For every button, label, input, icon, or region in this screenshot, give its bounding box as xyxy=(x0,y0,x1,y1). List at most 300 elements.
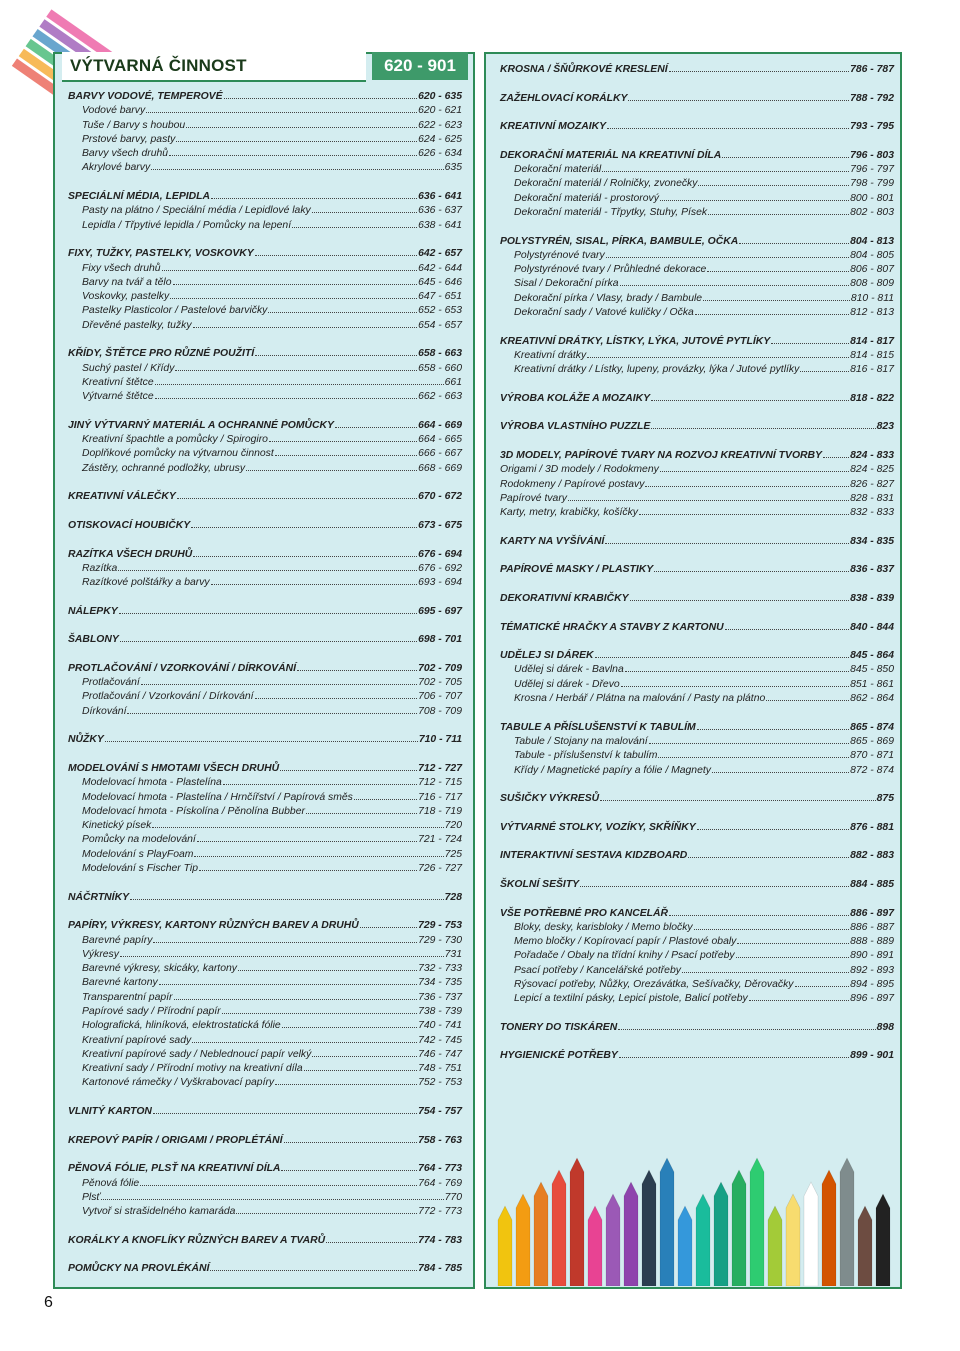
toc-entry-page: 654 - 657 xyxy=(418,319,462,331)
toc-entry[interactable] xyxy=(68,463,462,477)
toc-entry-label: Prstové barvy, pasty xyxy=(82,133,176,145)
toc-section-heading[interactable] xyxy=(500,150,894,164)
toc-entry-label: Rodokmeny / Papírové postavy xyxy=(500,478,645,490)
toc-spacer xyxy=(68,877,462,891)
toc-entry-label: Akrylové barvy xyxy=(82,162,151,174)
toc-entry-page: 870 - 871 xyxy=(850,750,894,762)
toc-section-heading[interactable] xyxy=(500,536,894,550)
toc-entry-page: 793 - 795 xyxy=(850,121,894,133)
toc-entry-label: Polystyrénové tvary xyxy=(514,249,605,261)
crayon-shape xyxy=(732,1170,746,1286)
toc-entry[interactable] xyxy=(68,677,462,691)
toc-section-heading[interactable] xyxy=(500,64,894,78)
toc-section-heading[interactable] xyxy=(68,348,462,362)
toc-entry[interactable] xyxy=(68,391,462,405)
toc-section-heading[interactable] xyxy=(500,593,894,607)
toc-entry-label: Razítka xyxy=(82,562,118,574)
dot-leader xyxy=(193,556,417,557)
toc-entry[interactable] xyxy=(500,193,894,207)
toc-entry-label: POLYSTYRÉN, SISAL, PÍRKA, BAMBULE, OČKA xyxy=(500,235,739,247)
toc-entry-label: Kinetický písek xyxy=(82,820,152,832)
toc-entry-page: 862 - 864 xyxy=(850,693,894,705)
toc-section-heading[interactable] xyxy=(500,650,894,664)
crayon-shape xyxy=(678,1206,692,1286)
crayon-shape xyxy=(570,1158,584,1286)
toc-entry[interactable] xyxy=(68,1063,462,1077)
toc-entry-page: 626 - 634 xyxy=(418,148,462,160)
toc-entry-label: Krosna / Herbář / Plátna na malování / Pasty na plátno xyxy=(514,693,766,705)
toc-spacer xyxy=(68,334,462,348)
toc-entry[interactable] xyxy=(500,178,894,192)
crayon-shape xyxy=(588,1206,602,1286)
dot-leader xyxy=(304,1070,417,1071)
toc-entry[interactable] xyxy=(500,750,894,764)
toc-entry[interactable] xyxy=(68,863,462,877)
crayon-shape xyxy=(786,1194,800,1286)
toc-entry-page: 726 - 727 xyxy=(418,863,462,875)
toc-entry-label: SUŠIČKY VÝKRESŮ xyxy=(500,793,600,805)
toc-spacer xyxy=(500,107,894,121)
toc-entry[interactable] xyxy=(500,364,894,378)
dot-leader xyxy=(722,157,849,158)
toc-entry-page: 800 - 801 xyxy=(850,192,894,204)
dot-leader xyxy=(269,441,417,442)
toc-entry-label: ZAŽEHLOVACÍ KORÁLKY xyxy=(500,92,628,104)
toc-entry-page: 661 xyxy=(444,376,462,388)
crayon-shape xyxy=(822,1170,836,1286)
toc-spacer xyxy=(68,1120,462,1134)
toc-entry[interactable] xyxy=(68,1020,462,1034)
toc-section-heading[interactable] xyxy=(500,121,894,135)
toc-entry[interactable] xyxy=(68,220,462,234)
toc-entry-page: 712 - 727 xyxy=(418,762,462,774)
toc-entry-label: Psací potřeby / Kancelářské potřeby xyxy=(514,964,681,976)
toc-entry-page: 698 - 701 xyxy=(418,634,462,646)
crayon-shape xyxy=(750,1158,764,1286)
toc-entry-label: NŮŽKY xyxy=(68,734,104,746)
toc-entry-page: 898 xyxy=(876,1021,894,1033)
toc-section-heading[interactable] xyxy=(68,491,462,505)
toc-entry[interactable] xyxy=(68,120,462,134)
toc-section-heading[interactable] xyxy=(68,763,462,777)
toc-entry-label: Modelovací hmota - Pískolína / Pěnolína Bubber xyxy=(82,805,305,817)
dot-leader xyxy=(170,298,417,299)
toc-entry[interactable] xyxy=(68,806,462,820)
toc-entry-label: VŠE POTŘEBNÉ PRO KANCELÁŘ xyxy=(500,907,669,919)
toc-entry[interactable] xyxy=(68,1192,462,1206)
toc-entry[interactable] xyxy=(68,792,462,806)
toc-section-heading[interactable] xyxy=(500,850,894,864)
toc-section-heading[interactable] xyxy=(68,734,462,748)
dot-leader xyxy=(268,312,417,313)
toc-entry[interactable] xyxy=(500,493,894,507)
toc-entry[interactable] xyxy=(500,736,894,750)
toc-entry-label: Modelování s PlayFoam xyxy=(82,848,194,860)
toc-entry[interactable] xyxy=(68,563,462,577)
dot-leader xyxy=(162,270,418,271)
toc-entry[interactable] xyxy=(68,963,462,977)
toc-entry-page: 664 - 665 xyxy=(418,434,462,446)
toc-entry-page: 888 - 889 xyxy=(850,936,894,948)
crayon-shape xyxy=(660,1158,674,1286)
toc-section-heading[interactable] xyxy=(500,450,894,464)
toc-entry-page: 884 - 885 xyxy=(850,878,894,890)
toc-entry-label: Holografická, hliníková, elektrostatická fólie xyxy=(82,1020,281,1032)
dot-leader xyxy=(669,71,849,72)
toc-entry[interactable] xyxy=(68,105,462,119)
toc-spacer xyxy=(500,522,894,536)
dot-leader xyxy=(146,112,417,113)
dot-leader xyxy=(703,300,850,301)
toc-entry[interactable] xyxy=(68,1035,462,1049)
dot-leader xyxy=(618,1029,875,1030)
toc-spacer xyxy=(500,607,894,621)
toc-entry[interactable] xyxy=(68,949,462,963)
toc-entry[interactable] xyxy=(500,693,894,707)
toc-spacer xyxy=(68,1092,462,1106)
dot-leader xyxy=(169,155,417,156)
toc-entry-page: 624 - 625 xyxy=(418,133,462,145)
dot-leader xyxy=(120,641,417,642)
dot-leader xyxy=(766,700,849,701)
toc-entry-page: 662 - 663 xyxy=(418,391,462,403)
toc-entry-label: Modelování s Fischer Tip xyxy=(82,863,198,875)
toc-entry-label: VLNITÝ KARTON xyxy=(68,1106,152,1118)
toc-entry[interactable] xyxy=(500,293,894,307)
dot-leader xyxy=(737,943,849,944)
dot-leader xyxy=(177,498,417,499)
toc-section-heading[interactable] xyxy=(500,822,894,836)
toc-section-heading[interactable] xyxy=(68,1235,462,1249)
dot-leader xyxy=(175,370,417,371)
toc-entry-page: 882 - 883 xyxy=(850,850,894,862)
toc-section-heading[interactable] xyxy=(68,920,462,934)
toc-entry-page: 732 - 733 xyxy=(418,963,462,975)
toc-section-heading[interactable] xyxy=(500,421,894,435)
toc-entry-label: DEKORAČNÍ MATERIÁL NA KREATIVNÍ DÍLA xyxy=(500,149,722,161)
toc-section-heading[interactable] xyxy=(68,1135,462,1149)
dot-leader xyxy=(141,684,417,685)
dot-leader xyxy=(698,185,849,186)
toc-entry-label: DEKORATIVNÍ KRABIČKY xyxy=(500,592,629,604)
toc-entry[interactable] xyxy=(500,679,894,693)
toc-entry-page: 875 xyxy=(876,793,894,805)
dot-leader xyxy=(199,870,417,871)
toc-spacer xyxy=(500,135,894,149)
toc-entry[interactable] xyxy=(68,305,462,319)
toc-entry-page: 899 - 901 xyxy=(850,1050,894,1062)
toc-entry-page: 742 - 745 xyxy=(418,1034,462,1046)
toc-entry-page: 746 - 747 xyxy=(418,1048,462,1060)
toc-entry[interactable] xyxy=(68,777,462,791)
toc-entry[interactable] xyxy=(68,1006,462,1020)
toc-entry-label: Pořadače / Obaly na třídní knihy / Psací potřeby xyxy=(514,950,735,962)
toc-entry[interactable] xyxy=(500,993,894,1007)
toc-entry-label: Tabule - příslušenství k tabulím xyxy=(514,750,658,762)
toc-entry-label: Kreativní špachtle a pomůcky / Spirogiro xyxy=(82,434,268,446)
dot-leader xyxy=(255,355,417,356)
toc-entry[interactable] xyxy=(500,664,894,678)
toc-entry-page: 816 - 817 xyxy=(850,364,894,376)
dot-leader xyxy=(335,427,417,428)
toc-entry-label: Suchý pastel / Křídy xyxy=(82,362,175,374)
toc-spacer xyxy=(68,906,462,920)
toc-entry-label: PROTLAČOVÁNÍ / VZORKOVÁNÍ / DÍRKOVÁNÍ xyxy=(68,662,297,674)
toc-entry[interactable] xyxy=(500,936,894,950)
dot-leader xyxy=(275,455,417,456)
toc-entry-label: TÉMATICKÉ HRAČKY A STAVBY Z KARTONU xyxy=(500,621,724,633)
toc-spacer xyxy=(68,620,462,634)
toc-entry-label: Kreativní papírové sady xyxy=(82,1034,192,1046)
dot-leader xyxy=(292,227,417,228)
toc-entry-label: Razítkové polštářky a barvy xyxy=(82,577,210,589)
toc-entry-page: 636 - 637 xyxy=(418,205,462,217)
toc-entry-label: Doplňkové pomůcky na výtvarnou činnost xyxy=(82,448,274,460)
toc-entry[interactable] xyxy=(68,448,462,462)
toc-entry-page: 796 - 803 xyxy=(850,149,894,161)
dot-leader xyxy=(725,629,849,630)
toc-entry-label: Origami / 3D modely / Rodokmeny xyxy=(500,464,659,476)
toc-entry[interactable] xyxy=(68,363,462,377)
toc-entry-page: 886 - 887 xyxy=(850,921,894,933)
toc-entry-page: 676 - 692 xyxy=(418,562,462,574)
toc-entry-label: Kreativní sady / Přírodní motivy na kreativní díla xyxy=(82,1063,303,1075)
toc-entry[interactable] xyxy=(68,1206,462,1220)
toc-entry[interactable] xyxy=(68,162,462,176)
toc-section-heading[interactable] xyxy=(500,564,894,578)
dot-leader xyxy=(281,1170,417,1171)
toc-entry-page: 752 - 753 xyxy=(418,1077,462,1089)
section-page-range: 620 - 901 xyxy=(372,52,468,80)
toc-section-heading[interactable] xyxy=(68,520,462,534)
toc-entry-page: 865 - 874 xyxy=(850,721,894,733)
toc-entry[interactable] xyxy=(68,577,462,591)
toc-entry-page: 876 - 881 xyxy=(850,821,894,833)
toc-section-heading[interactable] xyxy=(68,420,462,434)
toc-section-heading[interactable] xyxy=(500,93,894,107)
toc-entry-label: Transparentní papír xyxy=(82,991,173,1003)
toc-entry-label: Dekorační materiál / Rolničky, zvonečky xyxy=(514,178,698,190)
toc-entry[interactable] xyxy=(500,350,894,364)
toc-section-heading[interactable] xyxy=(500,622,894,636)
toc-entry-label: Modelovací hmota - Plastelína xyxy=(82,777,222,789)
toc-spacer xyxy=(68,506,462,520)
toc-entry[interactable] xyxy=(68,1077,462,1091)
dot-leader xyxy=(600,800,876,801)
dot-leader xyxy=(210,1270,417,1271)
toc-section-heading[interactable] xyxy=(68,892,462,906)
toc-section-heading[interactable] xyxy=(68,191,462,205)
toc-entry-label: ŠKOLNÍ SEŠITY xyxy=(500,878,580,890)
toc-entry-page: 693 - 694 xyxy=(418,577,462,589)
toc-entry[interactable] xyxy=(500,507,894,521)
toc-entry-page: 642 - 644 xyxy=(418,262,462,274)
dot-leader xyxy=(354,799,417,800)
crayon-shape xyxy=(858,1206,872,1286)
toc-entry-label: Dírkování xyxy=(82,705,127,717)
dot-leader xyxy=(654,571,849,572)
dot-leader xyxy=(246,470,417,471)
toc-entry-page: 729 - 730 xyxy=(418,934,462,946)
toc-entry[interactable] xyxy=(500,922,894,936)
toc-entry[interactable] xyxy=(68,691,462,705)
dot-leader xyxy=(191,527,417,528)
dot-leader xyxy=(625,671,849,672)
dot-leader xyxy=(282,1027,417,1028)
toc-entry[interactable] xyxy=(500,264,894,278)
toc-entry[interactable] xyxy=(68,291,462,305)
toc-entry[interactable] xyxy=(68,277,462,291)
dot-leader xyxy=(120,956,444,957)
toc-entry-label: Sisal / Dekorační pírka xyxy=(514,278,619,290)
toc-spacer xyxy=(500,579,894,593)
toc-section-heading[interactable] xyxy=(500,1022,894,1036)
dot-leader xyxy=(568,500,849,501)
toc-entry[interactable] xyxy=(68,134,462,148)
toc-entry-page: 729 - 753 xyxy=(418,920,462,932)
toc-entry-label: Papírové sady / Přírodní papír xyxy=(82,1006,221,1017)
toc-entry-page: 824 - 825 xyxy=(850,464,894,476)
toc-entry-page: 845 - 850 xyxy=(850,664,894,676)
toc-section-heading[interactable] xyxy=(500,393,894,407)
toc-entry-page: 786 - 787 xyxy=(850,64,894,75)
dot-leader xyxy=(155,384,444,385)
toc-entry-page: 784 - 785 xyxy=(418,1263,462,1275)
toc-section-heading[interactable] xyxy=(500,1050,894,1064)
crayon-shape xyxy=(696,1194,710,1286)
toc-section-heading[interactable] xyxy=(68,663,462,677)
toc-section-heading[interactable] xyxy=(68,1163,462,1177)
toc-entry-label: Dřevěné pastelky, tužky xyxy=(82,319,192,331)
toc-entry[interactable] xyxy=(68,849,462,863)
toc-entry[interactable] xyxy=(68,834,462,848)
toc-entry-label: Barevné kartony xyxy=(82,977,158,989)
toc-entry-page: 808 - 809 xyxy=(850,278,894,290)
toc-entry-page: 886 - 897 xyxy=(850,907,894,919)
dot-leader xyxy=(211,584,417,585)
toc-spacer xyxy=(500,636,894,650)
toc-section-heading[interactable] xyxy=(500,336,894,350)
toc-entry[interactable] xyxy=(68,377,462,391)
toc-entry[interactable] xyxy=(68,992,462,1006)
toc-entry[interactable] xyxy=(68,263,462,277)
crayon-shape xyxy=(552,1170,566,1286)
toc-entry-label: Kartonové rámečky / Vyškrabovací papíry xyxy=(82,1077,275,1089)
toc-entry-label: Plsť xyxy=(82,1191,101,1203)
toc-entry[interactable] xyxy=(500,207,894,221)
crayon-shape xyxy=(840,1158,854,1286)
toc-entry[interactable] xyxy=(500,765,894,779)
toc-entry-page: 851 - 861 xyxy=(850,678,894,690)
toc-entry-label: Protlačování xyxy=(82,677,140,689)
crayon-shape xyxy=(624,1182,638,1286)
toc-section-heading[interactable] xyxy=(68,634,462,648)
toc-entry[interactable] xyxy=(68,205,462,219)
toc-entry-page: 798 - 799 xyxy=(850,178,894,190)
dot-leader xyxy=(669,915,849,916)
toc-entry-label: KARTY NA VYŠÍVÁNÍ xyxy=(500,535,605,547)
toc-entry[interactable] xyxy=(68,320,462,334)
toc-entry[interactable] xyxy=(500,965,894,979)
toc-entry[interactable] xyxy=(68,977,462,991)
dot-leader xyxy=(153,942,417,943)
toc-entry-page: 764 - 773 xyxy=(418,1163,462,1175)
toc-section-heading[interactable] xyxy=(68,549,462,563)
toc-entry-page: 748 - 751 xyxy=(418,1063,462,1075)
toc-entry[interactable] xyxy=(500,464,894,478)
toc-section-heading[interactable] xyxy=(68,248,462,262)
toc-entry-label: Fixy všech druhů xyxy=(82,262,161,274)
toc-entry-page: 872 - 874 xyxy=(850,764,894,776)
toc-entry[interactable] xyxy=(68,1049,462,1063)
toc-entry-label: Dekorační materiál - prostorový xyxy=(514,192,659,204)
toc-entry-page: 814 - 817 xyxy=(850,335,894,347)
toc-entry-page: 695 - 697 xyxy=(418,605,462,617)
toc-spacer xyxy=(500,893,894,907)
toc-spacer xyxy=(500,707,894,721)
toc-section-heading[interactable] xyxy=(500,236,894,250)
toc-entry-page: 728 xyxy=(444,891,462,903)
toc-entry-page: 836 - 837 xyxy=(850,564,894,576)
toc-entry-page: 818 - 822 xyxy=(850,392,894,404)
toc-entry-page: 826 - 827 xyxy=(850,478,894,490)
toc-entry-label: BARVY VODOVÉ, TEMPEROVÉ xyxy=(68,91,223,102)
dot-leader xyxy=(736,957,849,958)
toc-right-list xyxy=(500,64,894,1065)
toc-entry[interactable] xyxy=(500,950,894,964)
toc-entry-label: Rýsovací potřeby, Nůžky, Orezávátka, Sešívačky, Děrovačky xyxy=(514,979,794,990)
toc-entry-label: Dekorační pírka / Vlasy, brady / Bambule xyxy=(514,292,703,304)
dot-leader xyxy=(130,899,444,900)
toc-section-heading[interactable] xyxy=(500,722,894,736)
crayon-shape xyxy=(768,1206,782,1286)
toc-entry-page: 788 - 792 xyxy=(850,92,894,104)
toc-entry[interactable] xyxy=(500,250,894,264)
toc-entry[interactable] xyxy=(68,148,462,162)
toc-entry[interactable] xyxy=(68,434,462,448)
toc-entry-page: 620 - 635 xyxy=(418,91,462,102)
toc-entry-page: 824 - 833 xyxy=(850,450,894,462)
dot-leader xyxy=(660,200,849,201)
toc-entry[interactable] xyxy=(500,164,894,178)
toc-entry[interactable] xyxy=(500,479,894,493)
toc-entry-page: 708 - 709 xyxy=(418,705,462,717)
toc-entry[interactable] xyxy=(68,1178,462,1192)
dot-leader xyxy=(173,284,418,285)
dot-leader xyxy=(224,98,418,99)
dot-leader xyxy=(605,543,849,544)
toc-entry[interactable] xyxy=(68,706,462,720)
toc-entry[interactable] xyxy=(500,979,894,993)
toc-entry-page: 802 - 803 xyxy=(850,206,894,218)
toc-entry-label: Pasty na plátno / Speciální média / Lepidlové laky xyxy=(82,205,311,217)
toc-entry[interactable] xyxy=(500,278,894,292)
toc-section-heading[interactable] xyxy=(68,1263,462,1277)
toc-entry[interactable] xyxy=(68,935,462,949)
toc-entry[interactable] xyxy=(68,820,462,834)
dot-leader xyxy=(197,841,417,842)
toc-section-heading[interactable] xyxy=(500,793,894,807)
toc-section-heading[interactable] xyxy=(68,1106,462,1120)
toc-entry-label: PAPÍROVÉ MASKY / PLASTIKY xyxy=(500,564,654,576)
toc-section-heading[interactable] xyxy=(500,908,894,922)
toc-section-heading[interactable] xyxy=(68,606,462,620)
toc-section-heading[interactable] xyxy=(500,879,894,893)
dot-leader xyxy=(326,1242,417,1243)
toc-section-heading[interactable] xyxy=(68,91,462,105)
toc-entry[interactable] xyxy=(500,307,894,321)
toc-entry-label: Tuše / Barvy s houbou xyxy=(82,119,186,131)
